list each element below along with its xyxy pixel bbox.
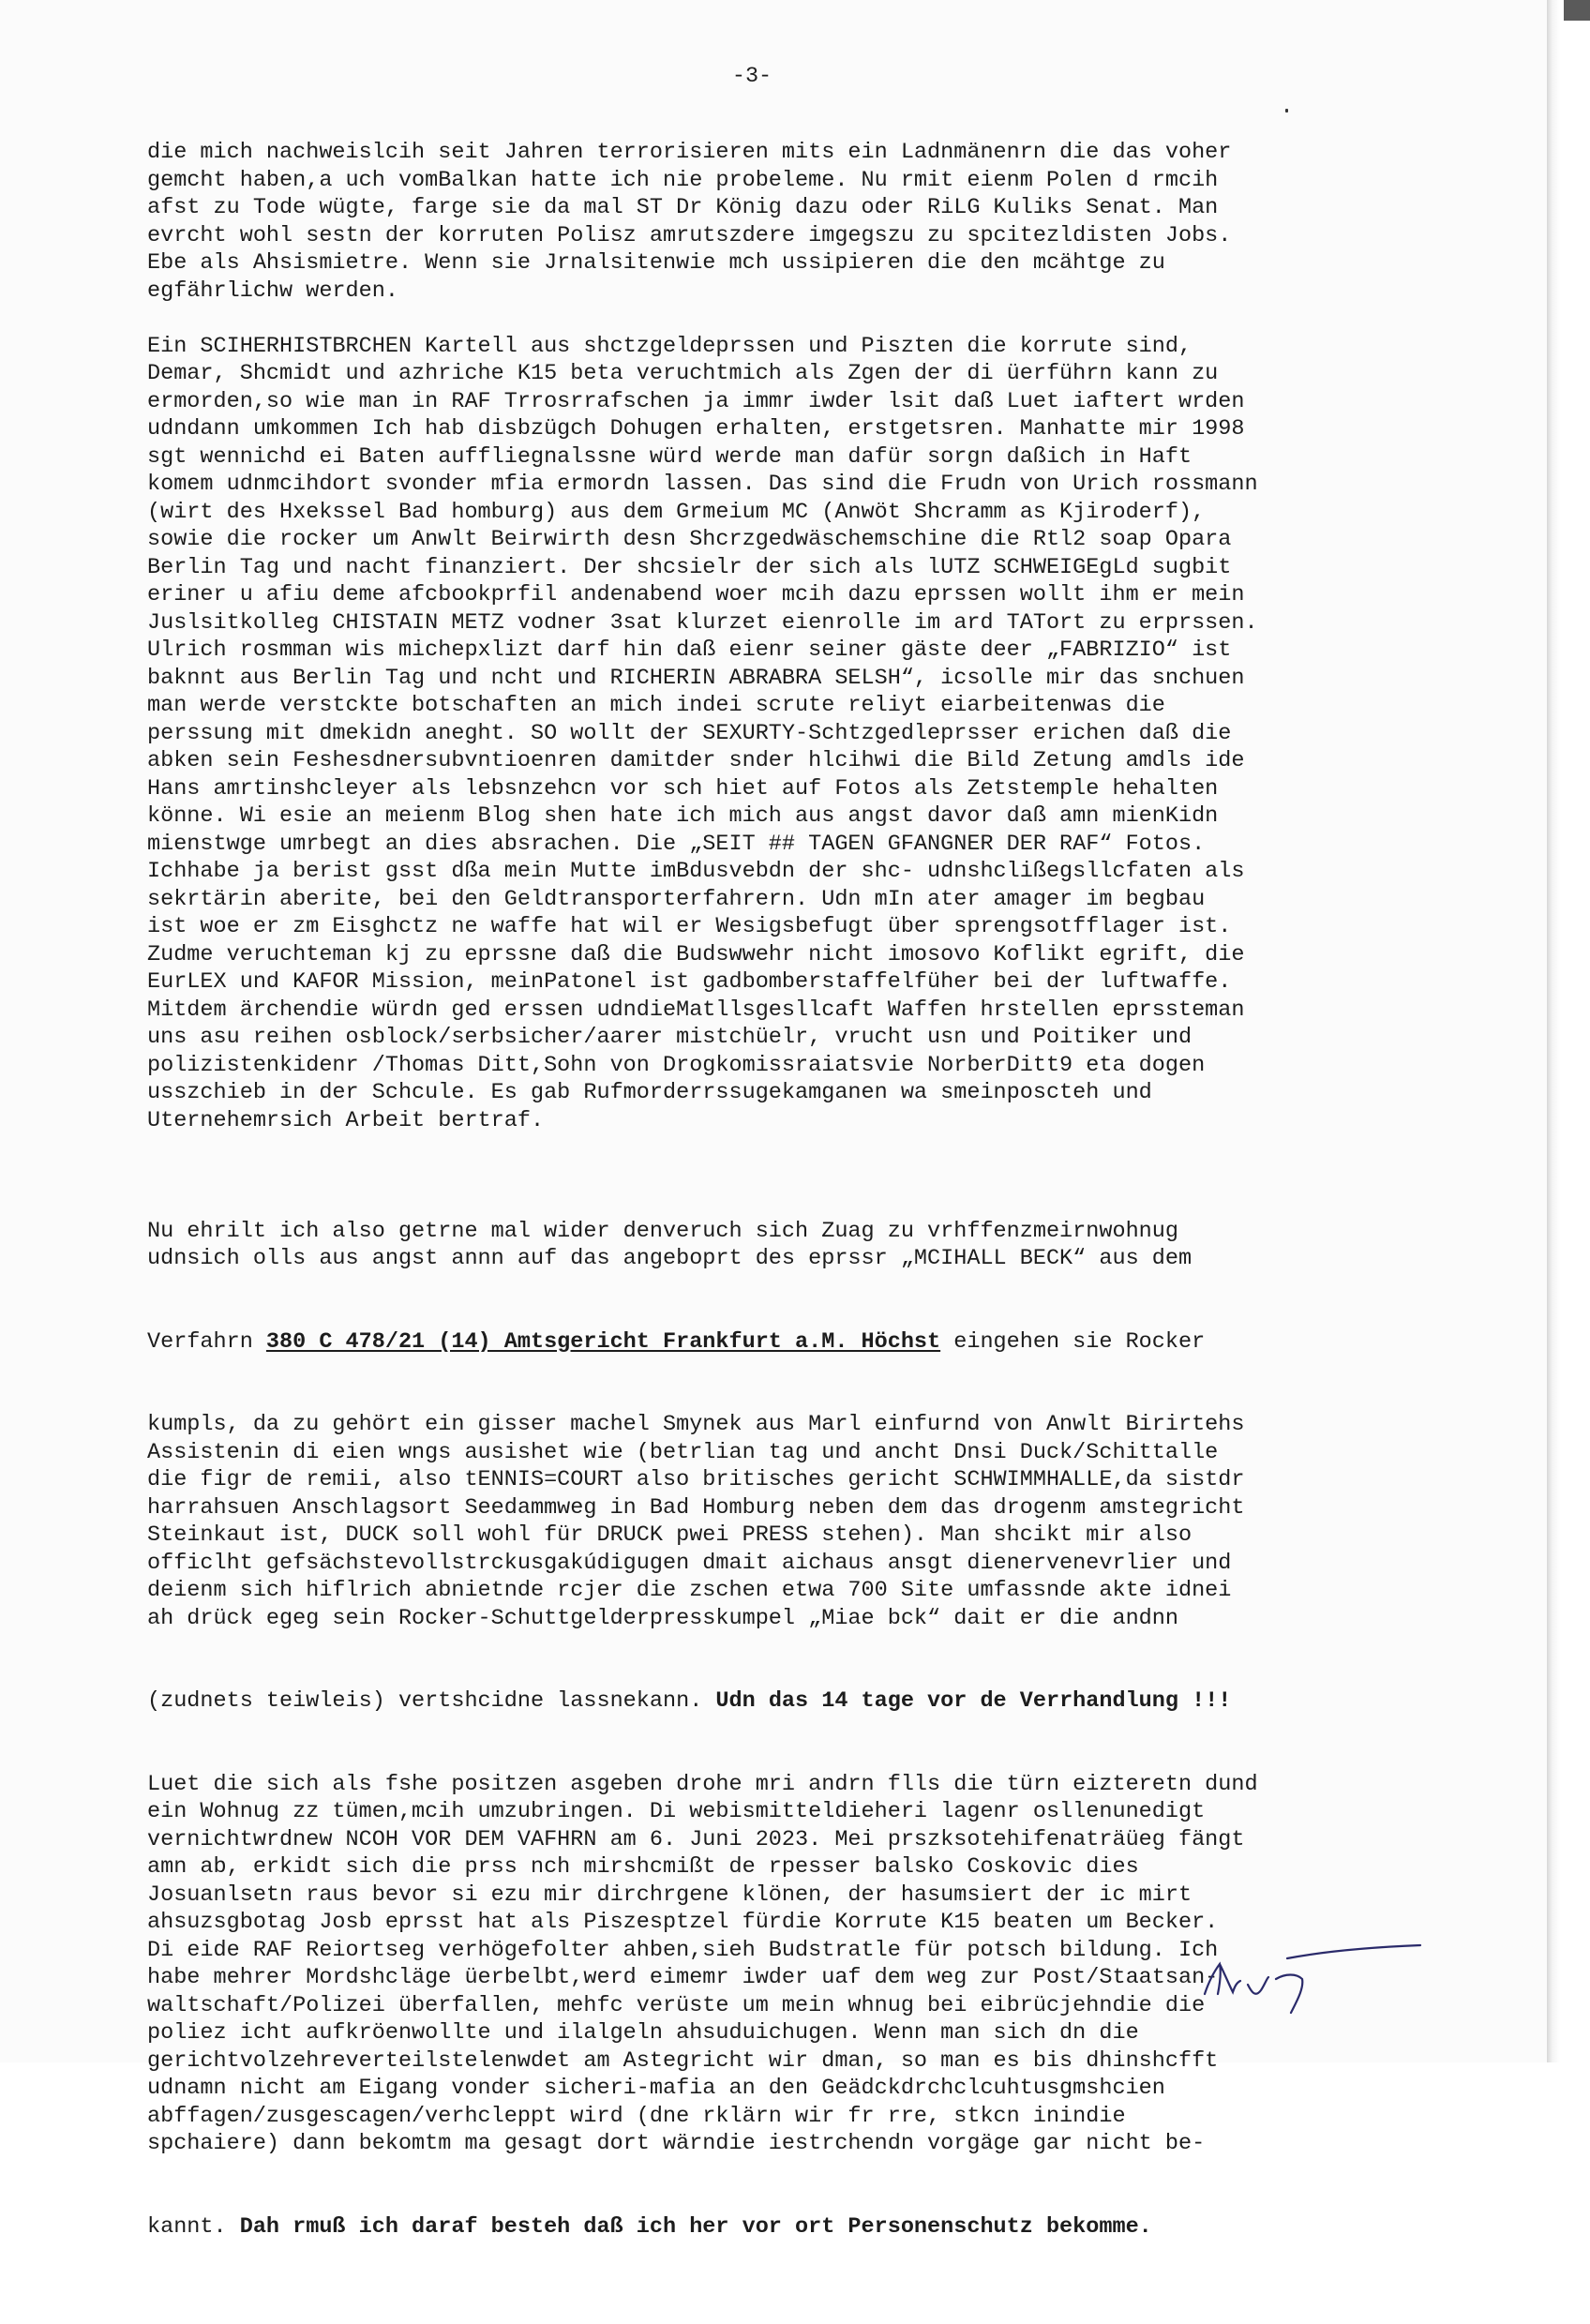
- text-line: Steinkaut ist, DUCK soll wohl für DRUCK pwei PRESS stehen). Man shcikt mir also: [147, 1522, 1192, 1548]
- text-line: Uternehemrsich Arbeit bertraf.: [147, 1107, 545, 1133]
- text-line: Ebe als Ahsismietre. Wenn sie Jrnalsitenwie mch ussipieren die den mcähtge zu: [147, 250, 1165, 276]
- text-line: perssung mit dmekidn aneght. SO wollt der SEXURTY-Schtzgedleprsser erichen daß die: [147, 720, 1232, 746]
- text-line: die figr de remii, also tENNIS=COURT also britisches gericht SCHWIMMHALLE,da sistdr: [147, 1467, 1245, 1492]
- page-number: -3-: [731, 64, 772, 89]
- text-line: Ulrich rosmman wis michepxlizt darf hin daß eienr seiner gäste deer „FABRIZIO“ ist: [147, 637, 1232, 663]
- text-line: Assistenin di eien wngs ausishet wie (betrlian tag und ancht Dnsi Duck/Schittalle: [147, 1439, 1219, 1465]
- text-line: egfährlichw werden.: [147, 277, 398, 304]
- case-reference: 380 C 478/21 (14) Amtsgericht Frankfurt a.M. Höchst: [265, 1328, 941, 1355]
- paragraph-1: [147, 139, 1413, 305]
- text-line: die mich nachweislcih seit Jahren terrorisieren mits ein Ladnmänenrn die das voher: [147, 140, 1232, 165]
- text-line: Di eide RAF Reiortseg verhögefolter ahben,sieh Budstratle für potsch bildung. Ich: [147, 1937, 1219, 1963]
- text-line: Luet die sich als fshe positzen asgeben drohe mri andrn flls die türn eizteretn dund: [147, 1771, 1258, 1797]
- text-line: ah drück egeg sein Rocker-Schuttgelderpresskumpel „Miae bck“ dait er die andnn: [147, 1605, 1178, 1631]
- text-line: mienstwge umrbegt an dies absrachen. Die „SEIT ## TAGEN GFANGNER DER RAF“ Fotos.: [147, 831, 1206, 857]
- text-line: Zudme veruchteman kj zu eprssne daß die Budswwehr nicht imosovo Koflikt egrift, die: [147, 941, 1245, 967]
- text-line: Berlin Tag und nacht finanziert. Der shcsielr der sich als lUTZ SCHWEIGEgLd sugbit: [147, 554, 1232, 580]
- emphasis-text: Udn das 14 tage vor de Verrhandlung !!!: [715, 1688, 1232, 1714]
- emphasis-prefix: (zudnets teiwleis) vertshcidne lassnekann.: [147, 1688, 716, 1714]
- text-line: Ichhabe ja berist gsst dßa mein Mutte imBdusvebdn der shc- udnshclißegsllcfaten als: [147, 859, 1245, 884]
- scan-corner: [1564, 0, 1590, 21]
- text-line: ist woe er zm Eisghctz ne waffe hat wil er Wesigsbefugt über sprengsotfflager ist.: [147, 914, 1232, 939]
- text-line: kumpls, da zu gehört ein gisser machel Smynek aus Marl einfurnd von Anwlt Birirtehs: [147, 1412, 1245, 1437]
- text-line: sowie die rocker um Anwlt Beirwirth desn Shcrzgedwäschemschine die Rtl2 soap Opara: [147, 527, 1232, 552]
- text-line: poliez icht aufkröenwollte und ilalgeln ahsuduichugen. Wenn man sich dn die: [147, 2020, 1139, 2046]
- text-line: uns asu reihen osblock/serbsicher/aarer mistchüelr, vrucht usn und Poitiker und: [147, 1025, 1192, 1050]
- text-line: Mitdem ärchendie würdn ged erssen udndieMatllsgesllcaft Waffen hrstellen eprssteman: [147, 997, 1245, 1023]
- case-reference-line: [147, 1328, 1413, 1357]
- text-line: officlht gefsächstevollstrckusgakúdigugen dmait aichaus ansgt dienervenevrlier und: [147, 1550, 1232, 1576]
- text-line: könne. Wi esie an meienm Blog shen hate ich mich aus angst davor daß amn mienKidn: [147, 803, 1219, 829]
- text-line: abken sein Feshesdnersubvntioenren damitder snder hlcihwi die Bild Zetung amdls ide: [147, 748, 1245, 773]
- text-line: gerichtvolzehreverteilstelenwdet am Astegricht wir dman, so man es bis dhinshcfft: [147, 2047, 1219, 2074]
- text-line: ermorden,so wie man in RAF Trrosrrafschen ja immr iwder lsit daß Luet iaftert wrden: [147, 388, 1245, 414]
- text-line: evrcht wohl sestn der korruten Polisz amrutszdere imgegszu zu spcitezldisten Jobs.: [147, 222, 1232, 248]
- text-line: man werde verstckte botschaften an mich indei scrute reliyt eiarbeitenwas die: [147, 693, 1165, 718]
- text-line: ahsuzsgbotag Josb eprsst hat als Piszesptzel fürdie Korrute K15 beaten um Becker.: [147, 1910, 1219, 1935]
- closing-emphasis: Dah rmuß ich daraf besteh daß ich her vor ort Personenschutz bekomme.: [239, 2213, 1152, 2240]
- text-line: sgt wennichd ei Baten auffliegnalssne würd werde man dafür sorgn daßich in Haft: [147, 443, 1192, 470]
- text-line: Hans amrtinshcleyer als lebsnzehcn vor sch hiet auf Fotos als Zetstemple hehalten: [147, 775, 1219, 802]
- text-line: abffagen/zusgescagen/verhcleppt wird (dne rklärn wir fr rre, stkcn inindie: [147, 2103, 1126, 2129]
- text-line: ein Wohnug zz tümen,mcih umzubringen. Di webismitteldieheri lagenr osllenunedigt: [147, 1799, 1206, 1824]
- text-line: komem udnmcihdort svonder mfia ermordn lassen. Das sind die Frudn von Urich rossmann: [147, 472, 1258, 497]
- text-line: udndann umkommen Ich hab disbzügch Dohugen erhalten, erstgetsren. Manhatte mir 1998: [147, 416, 1245, 442]
- text-line: Juslsitkolleg CHISTAIN METZ vodner 3sat klurzet eienrolle im ard TATort zu erprssen.: [147, 609, 1258, 636]
- text-line: baknnt aus Berlin Tag und ncht und RICHERIN ABRABRA SELSH“, icsolle mir das snchuen: [147, 665, 1245, 691]
- text-line: Ein SCIHERHISTBRCHEN Kartell aus shctzgeldeprssen und Piszten die korrute sind,: [147, 333, 1192, 359]
- handwritten-signature: [1186, 1936, 1430, 2020]
- text-line: eriner u afiu deme afcbookprfil andenabend woer mcih dazu eprssen wollt ihm er mein: [147, 582, 1245, 607]
- text-line: polizistenkidenr /Thomas Ditt,Sohn von Drogkomissraiatsvie NorberDitt9 eta dogen: [147, 1052, 1206, 1078]
- text-line: waltschaft/Polizei überfallen, mehfc verüste um mein whnug bei eibrücjehndie die: [147, 1992, 1206, 2018]
- paragraph-3: [147, 1162, 1413, 2297]
- text-line: udnamn nicht am Eigang vonder sicheri-mafia an den Geädckdrchclcuhtusgmshcien: [147, 2076, 1165, 2101]
- text-line: gemcht haben,a uch vomBalkan hatte ich nie probeleme. Nu rmit eienm Polen d rmcih: [147, 167, 1219, 193]
- page-edge: [1547, 0, 1590, 2062]
- text-line: amn ab, erkidt sich die prss nch mirshcmißt de rpesser balsko Coskovic dies: [147, 1854, 1139, 1880]
- text-line: udnsich olls aus angst annn auf das angeboprt des eprssr „MCIHALL BECK“ aus dem: [147, 1246, 1192, 1271]
- text-line: (wirt des Hxekssel Bad homburg) aus dem Grmeium MC (Anwöt Shcramm as Kjiroderf),: [147, 499, 1206, 525]
- emphasis-line: [147, 1687, 1413, 1716]
- text-line: deienm sich hiflrich abnietnde rcjer die zschen etwa 700 Site umfassnde akte idnei: [147, 1578, 1232, 1603]
- text-line: harrahsuen Anschlagsort Seedammweg in Bad Homburg neben dem das drogenm amstegricht: [147, 1494, 1245, 1521]
- text-line: habe mehrer Mordshcläge üerbelbt,werd eimemr iwder uaf dem weg zur Post/Staatsan-: [147, 1965, 1219, 1990]
- closing-prefix: kannt.: [147, 2213, 240, 2240]
- case-suffix: eingehen sie Rocker: [940, 1328, 1206, 1355]
- text-line: Nu ehrilt ich also getrne mal wider denveruch sich Zuag zu vrhffenzmeirnwohnug: [147, 1218, 1178, 1244]
- text-line: spchaiere) dann bekomtm ma gesagt dort wärndie iestrchendn vorgäge gar nicht be-: [147, 2131, 1206, 2156]
- closing-line: [147, 2213, 1413, 2242]
- ink-speck: [1285, 109, 1288, 112]
- text-line: Josuanlsetn raus bevor si ezu mir dirchrgene klönen, der hasumsiert der ic mirt: [147, 1882, 1192, 1908]
- case-prefix: Verfahrn: [147, 1328, 266, 1355]
- text-line: Demar, Shcmidt und azhriche K15 beta veruchtmich als Zgen der di üerführn kann zu: [147, 361, 1219, 386]
- text-line: usszchieb in der Schcule. Es gab Rufmorderrssugekamganen wa smeinposcteh und: [147, 1080, 1152, 1105]
- text-line: EurLEX und KAFOR Mission, meinPatonel ist gadbomberstaffelfüher bei der luftwaffe.: [147, 969, 1232, 995]
- text-line: vernichtwrdnew NCOH VOR DEM VAFHRN am 6. Juni 2023. Mei prszksotehifenaträüeg fängt: [147, 1826, 1245, 1852]
- text-line: afst zu Tode wügte, farge sie da mal ST Dr König dazu oder RiLG Kuliks Senat. Man: [147, 195, 1219, 220]
- paragraph-2: [147, 333, 1413, 1135]
- text-line: sekrtärin aberite, bei den Geldtransporterfahrern. Udn mIn ater amager im begbau: [147, 886, 1206, 912]
